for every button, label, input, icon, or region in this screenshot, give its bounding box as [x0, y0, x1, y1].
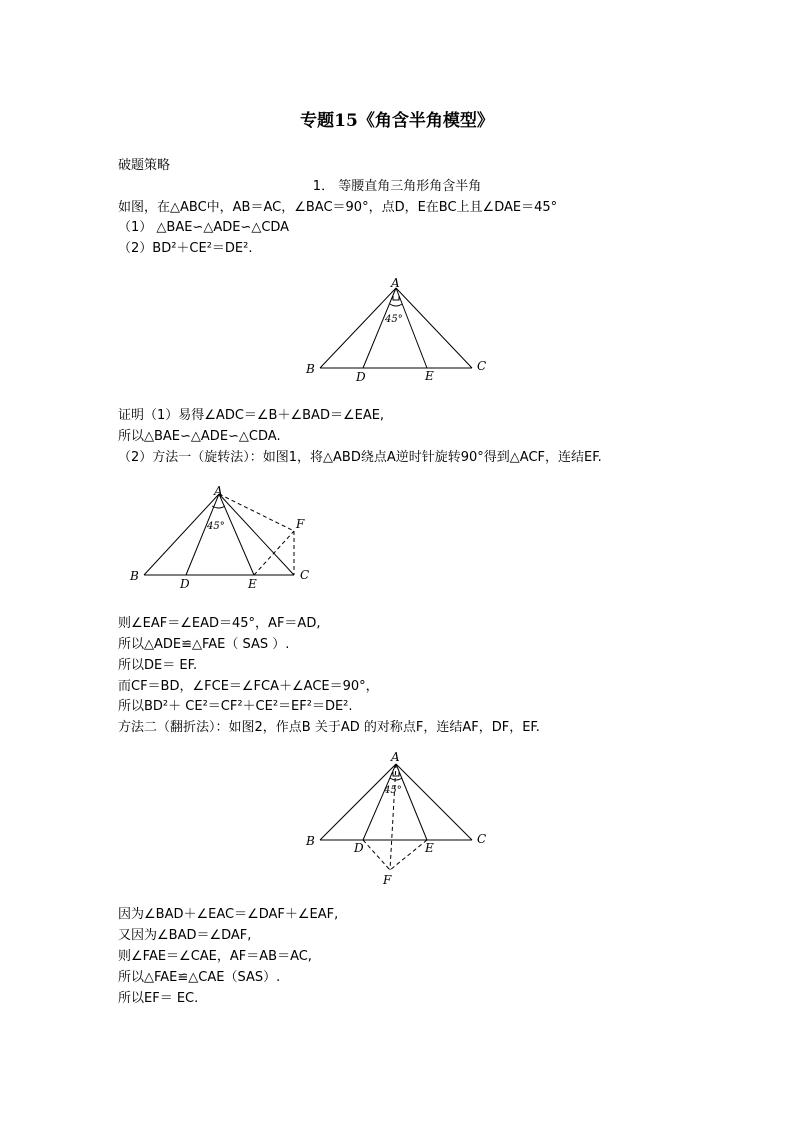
- vertex-label-d: D: [354, 841, 364, 855]
- text-line: 所以DE＝ EF.: [118, 658, 198, 673]
- vertex-label-d: D: [356, 370, 366, 384]
- angle-label: 45°: [207, 521, 225, 532]
- vertex-label-b: B: [306, 834, 315, 848]
- vertex-label-e: E: [425, 369, 434, 383]
- vertex-label-b: B: [130, 569, 139, 583]
- vertex-label-e: E: [425, 841, 434, 855]
- text-line: 所以EF＝ EC.: [118, 991, 199, 1006]
- vertex-label-c: C: [300, 568, 310, 582]
- vertex-label-e: E: [248, 577, 257, 591]
- triangle-figure-reflection: [300, 748, 500, 888]
- text-line: 证明（1）易得∠ADC＝∠B＋∠BAD＝∠EAE,: [118, 408, 385, 423]
- angle-label: 45°: [384, 785, 402, 796]
- vertex-label-f: F: [383, 873, 392, 887]
- vertex-label-a: A: [214, 484, 223, 498]
- text-line: （2）方法一（旋转法）：如图1，将△ABD绕点A逆时针旋转90°得到△ACF，连结EF.: [118, 450, 602, 465]
- text-line: 所以△ADE≌△FAE（ SAS ）.: [118, 637, 290, 652]
- text-line: 则∠EAF＝∠EAD＝45°，AF＝AD,: [118, 616, 321, 631]
- text-line: 因为∠BAD＋∠EAC＝∠DAF＋∠EAF,: [118, 907, 339, 922]
- section-heading: 破题策略: [118, 158, 171, 173]
- vertex-label-a: A: [391, 276, 400, 290]
- text-line: 方法二（翻折法）：如图2，作点B 关于AD 的对称点F，连结AF，DF，EF.: [118, 720, 540, 735]
- text-line: （1） △BAE∽△ADE∽△CDA: [118, 220, 290, 235]
- text-line: （2）BD²＋CE²＝DE².: [118, 241, 253, 256]
- text-line: 如图，在△ABC中，AB＝AC，∠BAC＝90°，点D，E在BC上且∠DAE＝45°: [118, 200, 558, 215]
- text-line: 所以△BAE∽△ADE∽△CDA.: [118, 429, 281, 444]
- text-line: 则∠FAE＝∠CAE，AF＝AB＝AC,: [118, 949, 312, 964]
- vertex-label-a: A: [391, 750, 400, 764]
- page-title: 专题15《角含半角模型》: [300, 111, 494, 131]
- text-line: 所以BD²＋ CE²＝CF²＋CE²＝EF²＝DE².: [118, 699, 353, 714]
- vertex-label-c: C: [477, 359, 487, 373]
- vertex-label-b: B: [306, 362, 315, 376]
- triangle-figure-main: [300, 272, 500, 384]
- text-line: 又因为∠BAD＝∠DAF,: [118, 928, 252, 943]
- text-line: 而CF＝BD，∠FCE＝∠FCA＋∠ACE＝90°，: [118, 679, 379, 694]
- vertex-label-c: C: [477, 832, 487, 846]
- subsection-title: 1． 等腰直角三角形角含半角: [312, 179, 482, 194]
- text-line: 所以△FAE≌△CAE（SAS）.: [118, 970, 281, 985]
- angle-label: 45°: [385, 314, 403, 325]
- vertex-label-f: F: [296, 517, 305, 531]
- vertex-label-d: D: [180, 577, 190, 591]
- triangle-figure-rotation: [124, 484, 324, 591]
